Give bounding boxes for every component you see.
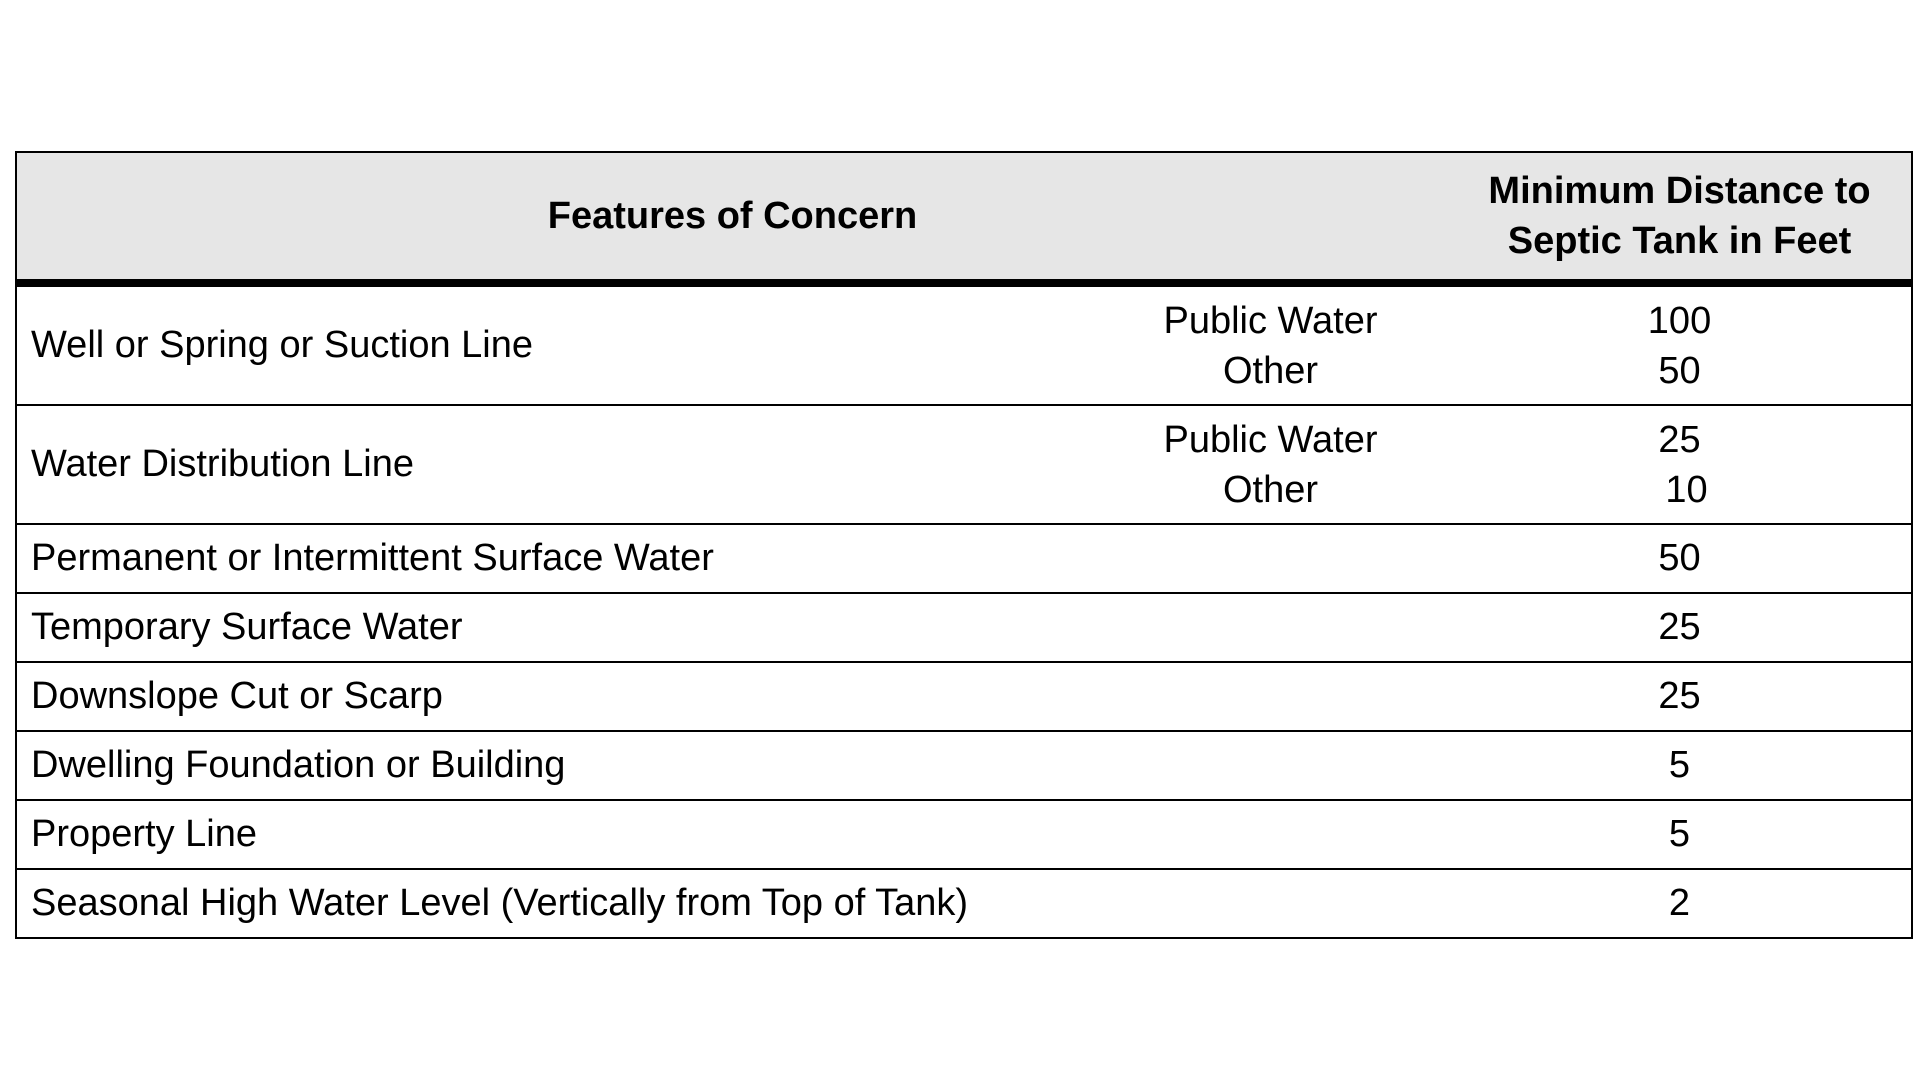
- table-row: [16, 869, 1912, 938]
- distance-cell: 25: [1448, 662, 1912, 731]
- feature-cell: Well or Spring or Suction Line: [16, 283, 1093, 405]
- subtype-cell: [1093, 283, 1448, 405]
- distance-value: 50: [1658, 349, 1701, 392]
- feature-cell: Dwelling Foundation or Building: [16, 731, 1448, 800]
- table-row: [16, 524, 1912, 593]
- subtype-label: Public Water: [1163, 418, 1378, 461]
- table-row: [16, 731, 1912, 800]
- distance-value: 25: [1658, 418, 1701, 461]
- feature-cell: Property Line: [16, 800, 1448, 869]
- subtype-label: Other: [1222, 468, 1319, 511]
- distance-cell: 5: [1448, 731, 1912, 800]
- setback-table-container: [15, 151, 1911, 939]
- feature-cell: Water Distribution Line: [16, 405, 1093, 524]
- subtype-cell: [1093, 405, 1448, 524]
- table-row: [16, 405, 1912, 524]
- distance-cell: 5: [1448, 800, 1912, 869]
- distance-cell: 2: [1448, 869, 1912, 938]
- header-minimum-distance: [1448, 152, 1912, 283]
- header-distance-line-1: Minimum Distance to: [1488, 170, 1871, 212]
- table-header-row: [16, 152, 1912, 283]
- header-distance-line-2: Septic Tank in Feet: [1507, 220, 1852, 262]
- setback-distance-table: [15, 151, 1913, 939]
- distance-value: 100: [1647, 299, 1712, 342]
- subtype-label: Other: [1222, 349, 1319, 392]
- distance-cell: 50: [1448, 524, 1912, 593]
- feature-cell: Seasonal High Water Level (Vertically from Top of Tank): [16, 869, 1448, 938]
- table-row: [16, 593, 1912, 662]
- table-row: [16, 800, 1912, 869]
- subtype-label: Public Water: [1163, 299, 1378, 342]
- table-row: [16, 283, 1912, 405]
- distance-cell: [1448, 405, 1912, 524]
- header-features-of-concern: Features of Concern: [16, 152, 1448, 283]
- distance-value: 10: [1665, 468, 1708, 511]
- feature-cell: Downslope Cut or Scarp: [16, 662, 1448, 731]
- feature-cell: Permanent or Intermittent Surface Water: [16, 524, 1448, 593]
- distance-cell: [1448, 283, 1912, 405]
- distance-cell: 25: [1448, 593, 1912, 662]
- feature-cell: Temporary Surface Water: [16, 593, 1448, 662]
- table-row: [16, 662, 1912, 731]
